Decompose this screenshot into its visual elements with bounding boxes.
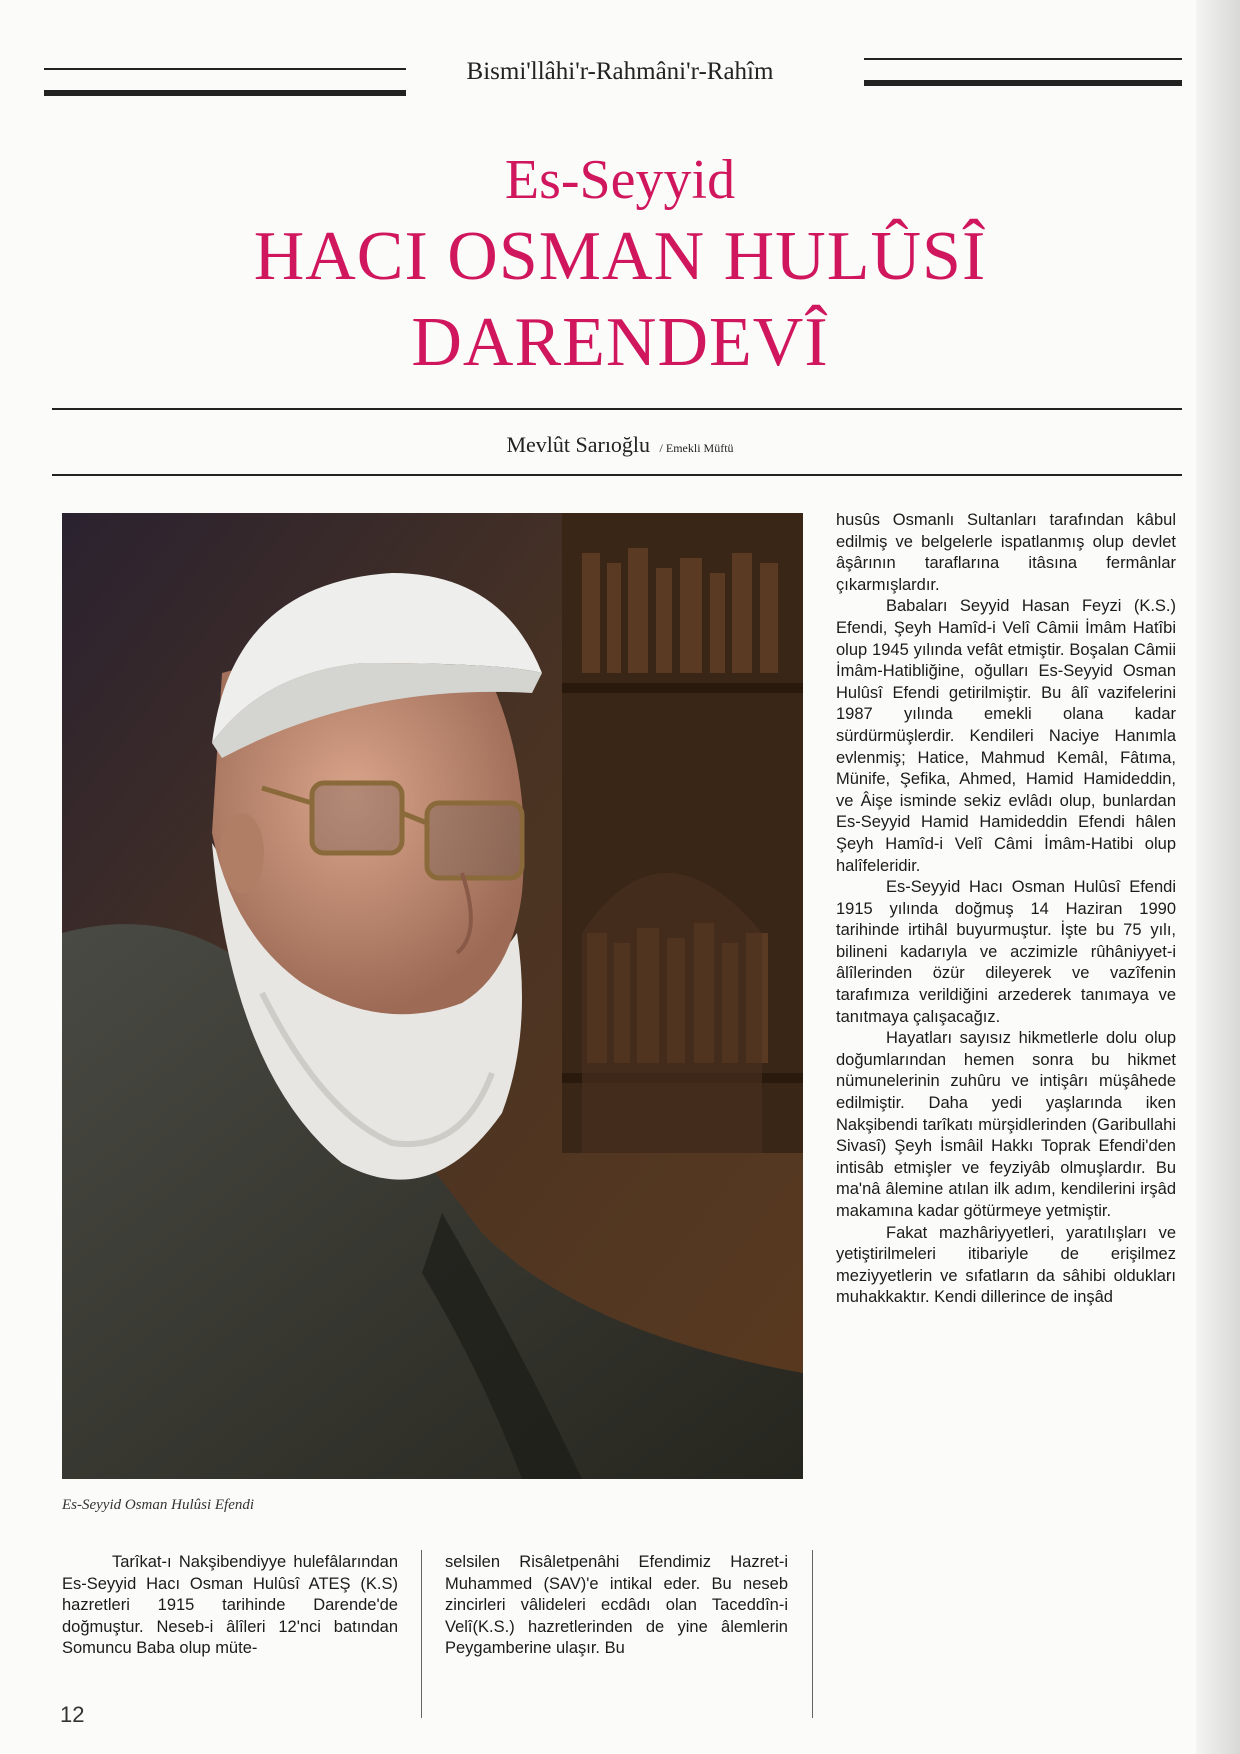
photo-caption: Es-Seyyid Osman Hulûsi Efendi <box>62 1497 255 1513</box>
col1-paragraph: Tarîkat-ı Nakşibendiyye hulefâlarından Es-Seyyid Hacı Osman Hulûsî ATEŞ (K.S) hazretleri 1915 tarihinde Darende'de doğmuştur. Neseb-i âlîleri 12'nci batından Somuncu Baba olup müte- <box>62 1553 398 1658</box>
title-line-3: DARENDEVÎ <box>411 304 829 381</box>
author-rule-bottom <box>52 474 1182 476</box>
header-rule-left-thick <box>44 90 406 96</box>
text-column-3 <box>836 510 1176 1724</box>
bismillah-header: Bismi'llâhi'r-Rahmâni'r-Rahîm <box>466 58 774 85</box>
author-name: Mevlût Sarıoğlu <box>506 432 651 457</box>
col3-paragraph: Es-Seyyid Hacı Osman Hulûsî Efendi 1915 yılında doğmuş 14 Haziran 1990 tarihinde irtihâl buyurmuştur. İşte bu 75 yılı, bilineni kadarıyla ve aczimizle rûhâniyyet-i âlîlerinden özür dileyerek ve vazîfenin tarafımıza verildiğini arzederek tanımaya ve tanıtmaya çalışacağız. <box>836 878 1176 1026</box>
author-role: / Emekli Müftü <box>659 441 734 455</box>
title-line-1: Es-Seyyid <box>504 149 736 211</box>
column-divider-2 <box>812 1550 813 1718</box>
page-number: 12 <box>60 1702 85 1727</box>
col3-paragraph: Fakat mazhâriyyetleri, yaratılışları ve yetiştirilmeleri itibariyle de erişilmez meziyyetlerin ve sıfatların da sâhibi oldukları muhakkaktır. Kendi dillerince de inşâd <box>836 1223 1176 1307</box>
col2-paragraph: selsilen Risâletpenâhi Efendimiz Hazret-i Muhammed (SAV)'e intikal eder. Bu neseb zincirleri vâlideleri ecdâdı olan Taceddîn-i Velî(K.S.) hazretlerinden de yine âlemlerin Peygamberine ulaşır. Bu <box>445 1553 788 1658</box>
col3-paragraph: Hayatları sayısız hikmetlerle dolu olup doğumlarından hemen sonra bu hikmet nümunelerinin zuhûru ve intişârı müşâhede edilmiştir. Daha yedi yaşlarında iken Nakşibendi tarîkatı mürşidlerinden (Garibullahi Sivasî) Şeyh İsmâil Hakkı Toprak Efendi'den intisâb etmişler ve feyziyâb olmuşlardır. Bu ma'nâ âlemine atılan ilk adım, kendilerini irşâd makamına kadar götürmeye yetmiştir. <box>836 1029 1176 1220</box>
column-divider-1 <box>421 1550 422 1718</box>
text-column-1 <box>62 1552 398 1702</box>
col3-lead: husûs Osmanlı Sultanları tarafından kâbul edilmiş ve belgelerle ispatlanmış olup devlet âşârının taraflarına itâsına fermânlar çıkarmışlardır. <box>836 511 1176 594</box>
portrait-photo <box>62 513 803 1479</box>
author-line <box>0 432 1240 458</box>
title-line-2: HACI OSMAN HULÛSÎ <box>253 218 987 295</box>
text-column-2 <box>445 1552 788 1722</box>
author-rule-top <box>52 408 1182 410</box>
col3-paragraph: Babaları Seyyid Hasan Feyzi (K.S.) Efendi, Şeyh Hamîd-i Velî Câmii İmâm Hatîbi olup 1945 yılında vefât etmiştir. Boşalan Câmii İmâm-Hatibliğine, oğulları Es-Seyyid Osman Hulûsî Efendi getirilmiştir. Bu âlî vazifelerini 1987 yılında emekli olana kadar sürdürmüşlerdir. Kendileri Naciye Hanımla evlenmiş; Hatice, Mahmud Kemâl, Fâtıma, Münife, Şefika, Ahmed, Hamid Hamideddin, ve Âişe isminde sekiz evlâdı olup, bunlardan Es-Seyyid Hamid Hamideddin Efendi hâlen Şeyh Hamîd-i Velî Câmi İmâm-Hatibi olup halîfeleridir. <box>836 597 1176 875</box>
